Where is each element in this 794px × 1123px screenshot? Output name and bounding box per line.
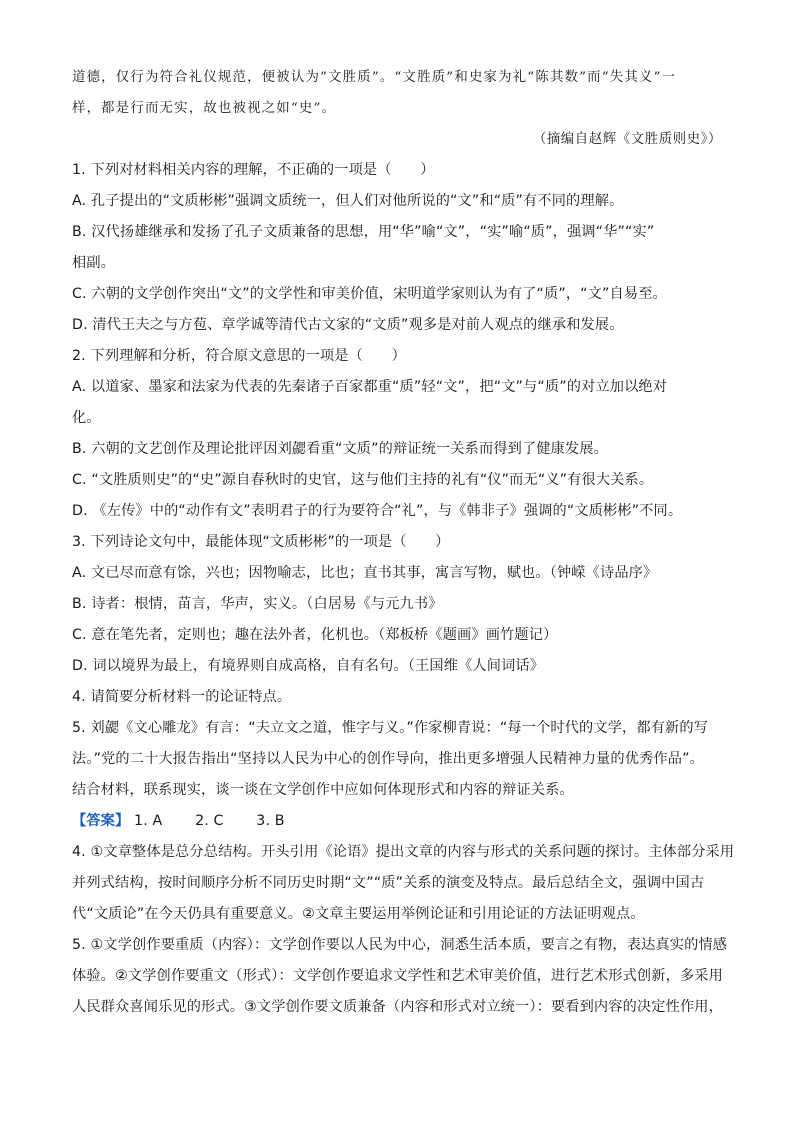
- question-5-line: 5. 刘勰《文心雕龙》有言：“夫立文之道，惟字与义。”作家柳青说：“每一个时代的文学，都有新的写: [72, 720, 709, 736]
- question-2-option-a: A. 以道家、墨家和法家为代表的先秦诸子百家都重“质”轻“文”，把“文”与“质”的对立加以绝对: [72, 379, 668, 395]
- question-3-option-b: B. 诗者：根情，苗言，华声，实义。（白居易《与元九书》: [72, 596, 443, 612]
- question-2-stem: 2. 下列理解和分析，符合原文意思的一项是（ ）: [72, 348, 406, 364]
- answer-3: 3. B: [256, 813, 285, 829]
- question-3-option-a: A. 文已尽而意有馀，兴也；因物喻志，比也；直书其事，寓言写物，赋也。（钟嵘《诗品序》: [72, 565, 658, 581]
- answer-tag: 【答案】: [72, 813, 130, 829]
- question-1-option-d: D. 清代王夫之与方苞、章学诚等清代古文家的“文质”观多是对前人观点的继承和发展。: [72, 317, 624, 333]
- answer-2: 2. C: [195, 813, 224, 829]
- answer-5-line: 5. ①文学创作要重质（内容）：文学创作要以人民为中心，洞悉生活本质，要言之有物，表达真实的情感: [72, 937, 728, 953]
- question-4-stem: 4. 请简要分析材料一的论证特点。: [72, 689, 292, 705]
- excerpt-line: 样，都是行而无实，故也被视之如“史”。: [72, 101, 337, 116]
- question-3-option-c: C. 意在笔先者，定则也；趣在法外者，化机也。（郑板桥《题画》画竹题记）: [72, 627, 558, 643]
- answer-4-line: 并列式结构，按时间顺序分析不同历史时期“文”“质”关系的演变及特点。最后总结全文，强调中国古: [72, 875, 705, 891]
- answer-4-line: 4. ①文章整体是总分总结构。开头引用《论语》提出文章的内容与形式的关系问题的探讨。主体部分采用: [72, 844, 735, 860]
- question-1-option-b-cont: 相副。: [72, 255, 116, 271]
- question-1-stem: 1. 下列对材料相关内容的理解，不正确的一项是（ ）: [72, 162, 435, 178]
- question-3-option-d: D. 词以境界为最上，有境界则自成高格，自有名句。（王国维《人间词话》: [72, 658, 545, 674]
- question-1-option-b: B. 汉代扬雄继承和发扬了孔子文质兼备的思想，用“华”喻“文”，“实”喻“质”，强调“华”“实”: [72, 224, 655, 240]
- answer-4-line: 代“文质论”在今天仍具有重要意义。②文章主要运用举例论证和引用论证的方法证明观点。: [72, 906, 645, 922]
- answer-1: 1. A: [134, 813, 163, 829]
- excerpt-line: 道德，仅行为符合礼仪规范，便被认为“文胜质”。“文胜质”和史家为礼“陈其数”而“失其义”一: [72, 70, 677, 85]
- question-5-line: 结合材料，联系现实，谈一谈在文学创作中应如何体现形式和内容的辩证关系。: [72, 782, 574, 798]
- question-2-option-a-cont: 化。: [72, 410, 101, 426]
- question-2-option-d: D. 《左传》中的“动作有文”表明君子的行为要符合“礼”，与《韩非子》强调的“文质彬彬”不同。: [72, 503, 683, 519]
- question-5-line: 法。”党的二十大报告指出“坚持以人民为中心的创作导向，推出更多增强人民精神力量的优秀作品”。: [72, 751, 704, 767]
- question-3-stem: 3. 下列诗论文句中，最能体现“文质彬彬”的一项是（ ）: [72, 534, 450, 550]
- question-1-option-a: A. 孔子提出的“文质彬彬”强调文质统一，但人们对他所说的“文”和“质”有不同的理解。: [72, 193, 624, 209]
- question-2-option-b: B. 六朝的文艺创作及理论批评因刘勰看重“文质”的辩证统一关系而得到了健康发展。: [72, 441, 609, 457]
- answer-5-line: 体验。②文学创作要重文（形式）：文学创作要追求文学性和艺术审美价值，进行艺术形式创新，多采用: [72, 968, 723, 984]
- question-2-option-c: C. “文胜质则史”的“史”源自春秋时的史官，这与他们主持的礼有“仪”而无“义”有很大关系。: [72, 472, 654, 488]
- excerpt-source: （摘编自赵辉《文胜质则史》）: [532, 132, 722, 147]
- answer-key: [72, 806, 722, 837]
- answer-5-line: 人民群众喜闻乐见的形式。③文学创作要文质兼备（内容和形式对立统一）：要看到内容的决定性作用，: [72, 999, 723, 1015]
- question-1-option-c: C. 六朝的文学创作突出“文”的文学性和审美价值，宋明道学家则认为有了“质”，“文”自易至。: [72, 286, 667, 302]
